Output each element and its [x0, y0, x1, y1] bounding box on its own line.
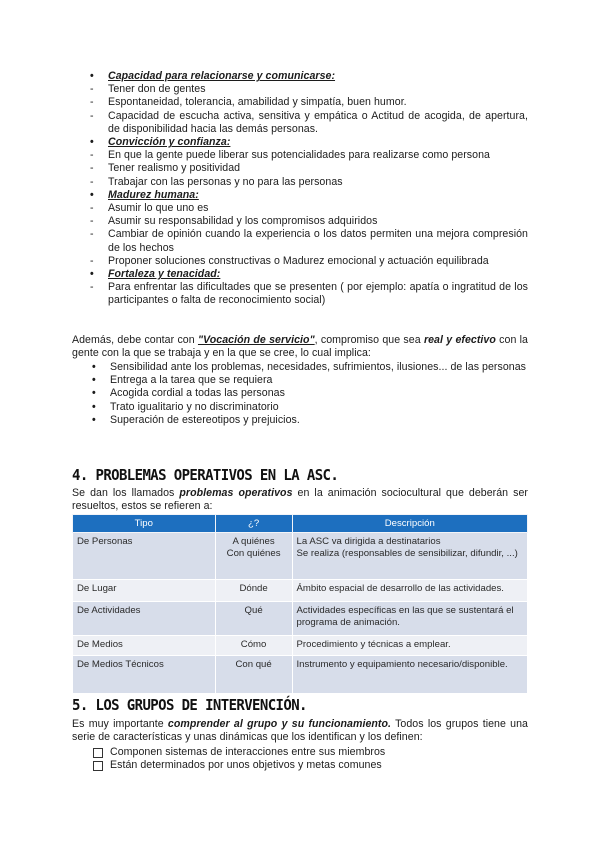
vocacion-bullet: • Trato igualitario y no discriminatorio [92, 401, 528, 414]
quality-item: - En que la gente puede liberar sus potencialidades para realizarse como persona [90, 149, 528, 162]
cell-question: Cómo [215, 636, 292, 656]
table-row [73, 580, 528, 602]
quality-heading: • Fortaleza y tenacidad: [90, 268, 528, 281]
vocacion-bullet: • Acogida cordial a todas las personas [92, 387, 528, 400]
section-5-paragraph [72, 718, 528, 744]
vocacion-text-3: con la gente con la que se trabaja y en la que se cree, lo cual implica: [72, 334, 528, 360]
cell-tipo: De Actividades [73, 602, 216, 636]
table-row [73, 636, 528, 656]
quality-item: - Capacidad de escucha activa, sensitiva y empática o Actitud de acogida, de apertura, de disponibilidad hacia las demás personas. [90, 110, 528, 136]
real-efectivo-emphasis: real y efectivo [423, 334, 496, 346]
vocacion-text-2: , compromiso que sea [314, 334, 424, 346]
quality-item: - Trabajar con las personas y no para las personas [90, 176, 528, 189]
vocacion-bullets [92, 361, 528, 427]
section-4-text-2: en la animación sociocultural que deberán ser resueltos, estos se refieren a: [72, 487, 528, 513]
table-header-descripcion: Descripción [292, 515, 527, 533]
quality-item: - Asumir lo que uno es [90, 202, 528, 215]
vocacion-text-1: Además, debe contar con [72, 334, 198, 346]
section-4-text-1: Se dan los llamados [72, 487, 180, 499]
cell-question: Dónde [215, 580, 292, 602]
cell-descripcion: Instrumento y equipamiento necesario/disponible. [292, 656, 527, 694]
table-header-tipo: Tipo [73, 515, 216, 533]
cell-tipo: De Medios [73, 636, 216, 656]
problems-table [72, 514, 528, 694]
cell-descripcion: La ASC va dirigida a destinatarios Se realiza (responsables de sensibilizar, difundir, ...) [292, 533, 527, 580]
cell-tipo: De Medios Técnicos [73, 656, 216, 694]
cell-descripcion: Actividades específicas en las que se sustentará el programa de animación. [292, 602, 527, 636]
checkbox-icon[interactable] [93, 748, 103, 758]
checklist-label: Componen sistemas de interacciones entre sus miembros [110, 746, 386, 758]
section-4-paragraph [72, 487, 528, 513]
cell-tipo: De Personas [73, 533, 216, 580]
cell-question: A quiénes Con quiénes [215, 533, 292, 580]
cell-tipo: De Lugar [73, 580, 216, 602]
table-row [73, 656, 528, 694]
cell-question: Con qué [215, 656, 292, 694]
section-5-text-1: Es muy importante [72, 718, 168, 730]
quality-item: - Cambiar de opinión cuando la experiencia o los datos permiten una mejora compresión de los hechos [90, 228, 528, 254]
quality-item: - Proponer soluciones constructivas o Madurez emocional y actuación equilibrada [90, 255, 528, 268]
section-5-heading: 5. LOS GRUPOS DE INTERVENCIÓN. [72, 697, 307, 715]
checklist-item [92, 759, 385, 772]
quality-item: - Tener don de gentes [90, 83, 528, 96]
checklist-label: Están determinados por unos objetivos y metas comunes [110, 759, 382, 772]
section-5-emphasis: comprender al grupo y su funcionamiento. [167, 718, 392, 730]
cell-descripcion: Procedimiento y técnicas a emplear. [292, 636, 527, 656]
section-5-text-2: Todos los grupos tiene una serie de características y unas dinámicas que los identifican y los definen: [72, 718, 528, 744]
groups-checklist [92, 746, 385, 772]
vocacion-bullet: • Entrega a la tarea que se requiera [92, 374, 528, 387]
section-4-emphasis: problemas operativos [179, 487, 293, 499]
vocacion-bullet: • Superación de estereotipos y prejuicios. [92, 414, 528, 427]
cell-question: Qué [215, 602, 292, 636]
checklist-item [92, 746, 385, 759]
quality-item: - Espontaneidad, tolerancia, amabilidad y simpatía, buen humor. [90, 96, 528, 109]
qualities-list [90, 70, 528, 308]
vocacion-paragraph [72, 334, 528, 360]
checkbox-icon[interactable] [93, 761, 103, 771]
quality-heading: • Convicción y confianza: [90, 136, 528, 149]
table-row [73, 602, 528, 636]
quality-item: - Para enfrentar las dificultades que se presenten ( por ejemplo: apatía o ingratitud de los participantes o falta de reconocimiento social) [90, 281, 528, 307]
section-4-heading: 4. PROBLEMAS OPERATIVOS EN LA ASC. [72, 467, 339, 485]
vocacion-emphasis: "Vocación de servicio" [197, 334, 315, 346]
table-row [73, 533, 528, 580]
vocacion-bullet: • Sensibilidad ante los problemas, necesidades, sufrimientos, ilusiones... de las personas [92, 361, 528, 374]
table-header-question: ¿? [215, 515, 292, 533]
quality-heading: • Capacidad para relacionarse y comunicarse: [90, 70, 528, 83]
table-header-row [73, 515, 528, 533]
cell-descripcion: Ámbito espacial de desarrollo de las actividades. [292, 580, 527, 602]
quality-item: - Tener realismo y positividad [90, 162, 528, 175]
quality-item: - Asumir su responsabilidad y los compromisos adquiridos [90, 215, 528, 228]
quality-heading: • Madurez humana: [90, 189, 528, 202]
